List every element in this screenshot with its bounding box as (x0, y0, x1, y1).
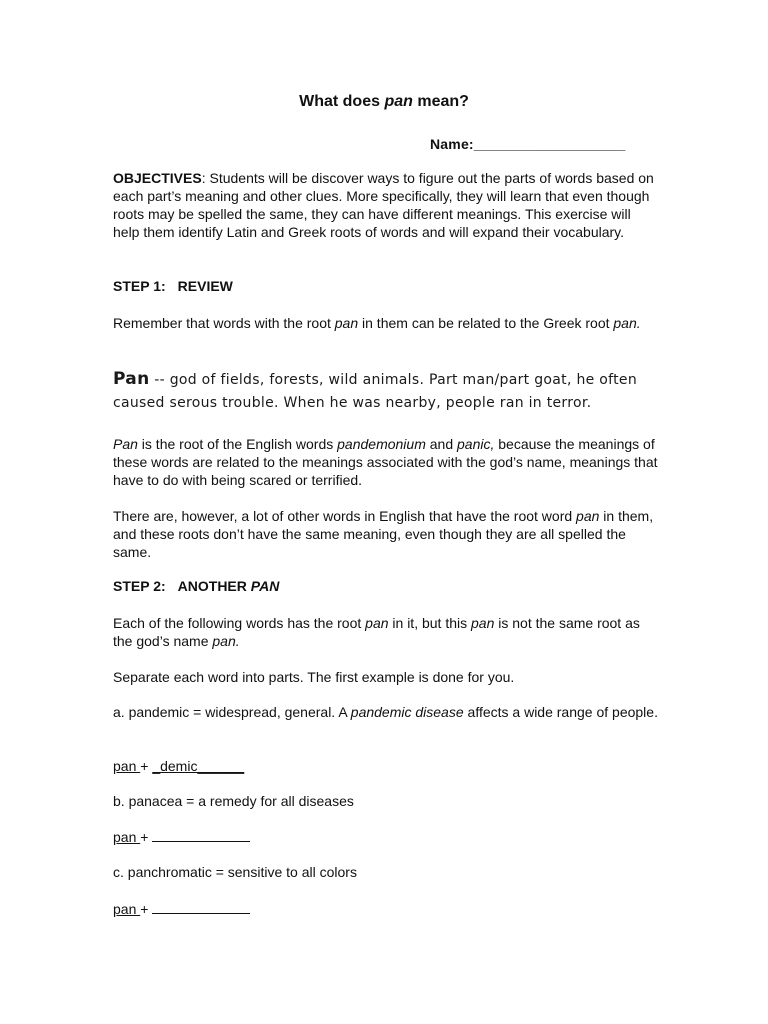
pan-word: Pan (113, 369, 150, 389)
step1-heading: STEP 1: REVIEW (113, 278, 233, 294)
item-b-answer-blank[interactable] (152, 828, 250, 842)
item-b-answer: pan + (113, 828, 658, 846)
step2-heading: STEP 2: ANOTHER PAN (113, 578, 280, 594)
objectives-label: OBJECTIVES (113, 170, 202, 186)
name-field: Name:___________________ (430, 136, 626, 152)
item-c-answer-blank[interactable] (152, 900, 250, 914)
pan-definition: Pan -- god of fields, forests, wild animals. Part man/part goat, he often caused serous trouble. When he was nearby, people ran in terror. (113, 369, 638, 411)
item-a-answer: pan + _demic______ (113, 758, 245, 774)
item-a-definition: a. pandemic = widespread, general. A pandemic disease affects a wide range of people. (113, 704, 658, 720)
item-a-filled-answer: _demic______ (152, 758, 245, 774)
step2-paragraph-1: Each of the following words has the root pan in it, but this pan is not the same root as the god’s name pan. (113, 615, 640, 649)
step1-paragraph-1: Remember that words with the root pan in them can be related to the Greek root pan. (113, 315, 641, 331)
objectives-paragraph: OBJECTIVES: Students will be discover ways to figure out the parts of words based on each part’s meaning and other clues. More specifically, they will learn that even though roots may be spelled the same, they can have different meanings. This exercise will help them identify Latin and Greek roots of words and will expand their vocabulary. (113, 170, 654, 240)
page-title: What does pan mean? (299, 93, 469, 110)
item-b-definition: b. panacea = a remedy for all diseases (113, 793, 354, 809)
item-c-definition: c. panchromatic = sensitive to all colors (113, 864, 357, 880)
step2-paragraph-2: Separate each word into parts. The first example is done for you. (113, 669, 515, 685)
step1-paragraph-2: Pan is the root of the English words pandemonium and panic, because the meanings of these words are related to the meanings associated with the god’s name, meanings that have to do with being scared or terrified. (113, 436, 658, 488)
item-c-answer: pan + (113, 900, 658, 918)
step1-paragraph-3: There are, however, a lot of other words in English that have the root word pan in them, and these roots don’t have the same meaning, even though they are all spelled the same. (113, 508, 654, 560)
